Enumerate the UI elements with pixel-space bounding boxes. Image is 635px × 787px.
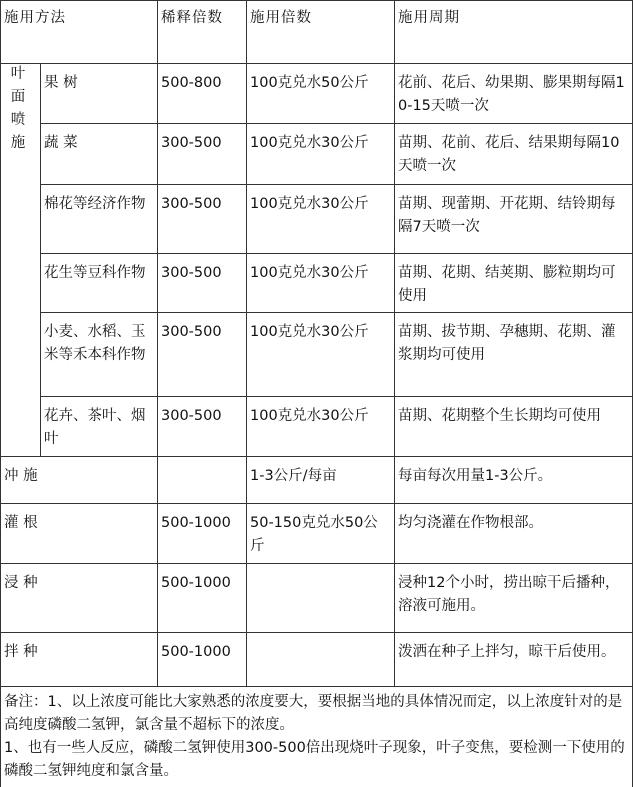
- ratio-cell: [246, 632, 394, 641]
- period-cell: 花前、花后、幼果期、膨果期每隔10-15天喷一次: [398, 75, 625, 114]
- crop-cell: 蔬 菜: [44, 135, 78, 151]
- note-text: 1、也有一些人反应，磷酸二氢钾使用300-500倍出现烧叶子现象，叶子变焦，要检测一下使用的磷酸二氢钾纯度和氯含量。: [4, 740, 625, 779]
- dilution-cell: 500-1000: [161, 575, 231, 591]
- dilution-cell: 300-500: [161, 408, 222, 424]
- ratio-cell: 100克兑水30公斤: [250, 408, 369, 424]
- ratio-cell: 100克兑水30公斤: [250, 265, 369, 281]
- dilution-cell: 500-1000: [161, 515, 231, 531]
- method-cell: 浸 种: [4, 575, 38, 591]
- ratio-cell: [246, 563, 394, 572]
- crop-cell: 果 树: [44, 75, 78, 91]
- dilution-cell: 300-500: [161, 135, 222, 151]
- period-cell: 泼洒在种子上拌匀，晾干后使用。: [398, 644, 616, 660]
- period-cell: 苗期、花前、花后、结果期每隔10天喷一次: [398, 135, 620, 174]
- ratio-cell: 100克兑水50公斤: [250, 75, 369, 91]
- crop-cell: 小麦、水稻、玉米等禾本科作物: [44, 324, 146, 363]
- period-cell: 苗期、花期、结荚期、膨粒期均可使用: [398, 265, 616, 304]
- ratio-cell: 100克兑水30公斤: [250, 324, 369, 340]
- dilution-cell: [157, 456, 246, 465]
- header-method: 施用方法: [4, 10, 66, 26]
- period-cell: 苗期、现蕾期、开花期、结铃期每隔7天喷一次: [398, 196, 616, 235]
- dilution-cell: 300-500: [161, 265, 222, 281]
- notes-section: [4, 691, 630, 783]
- note-text: 备注：1、以上浓度可能比大家熟悉的浓度要大，要根据当地的具体情况而定，以上浓度针对的是高纯度磷酸二氢钾，氯含量不超标下的浓度。: [4, 694, 623, 733]
- period-cell: 浸种12个小时，捞出晾干后播种，溶液可施用。: [398, 575, 620, 614]
- period-cell: 苗期、拔节期、孕穗期、花期、灌浆期均可使用: [398, 324, 616, 363]
- period-cell: 均匀浇灌在作物根部。: [398, 515, 543, 531]
- dilution-cell: 300-500: [161, 324, 222, 340]
- period-cell: 每亩每次用量1-3公斤。: [398, 468, 553, 484]
- ratio-cell: 50-150克兑水50公斤: [250, 515, 378, 554]
- crop-cell: 花生等豆科作物: [44, 265, 146, 281]
- ratio-cell: 100克兑水30公斤: [250, 135, 369, 151]
- foliar-label: 叶面喷施: [10, 66, 26, 151]
- method-cell: 灌 根: [4, 515, 38, 531]
- dilution-cell: 500-800: [161, 75, 222, 91]
- header-ratio: 施用倍数: [250, 10, 312, 26]
- header-dilution: 稀释倍数: [161, 10, 223, 26]
- ratio-cell: 1-3公斤/每亩: [250, 468, 337, 484]
- ratio-cell: 100克兑水30公斤: [250, 196, 369, 212]
- dilution-cell: 300-500: [161, 196, 222, 212]
- method-cell: 拌 种: [4, 644, 38, 660]
- crop-cell: 花卉、茶叶、烟叶: [44, 408, 146, 447]
- header-period: 施用周期: [398, 10, 460, 26]
- period-cell: 苗期、花期整个生长期均可使用: [398, 408, 601, 424]
- method-cell: 冲 施: [4, 468, 38, 484]
- dilution-cell: 500-1000: [161, 644, 231, 660]
- crop-cell: 棉花等经济作物: [44, 196, 146, 212]
